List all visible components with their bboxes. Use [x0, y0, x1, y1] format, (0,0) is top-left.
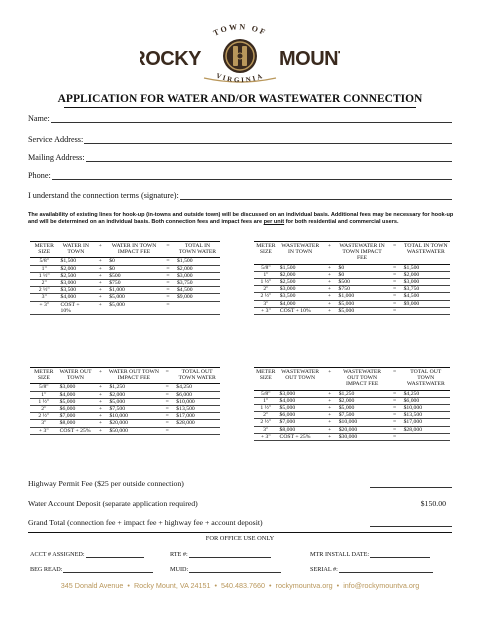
table-cell: $2,000 [278, 271, 323, 278]
table-cell: 2" [254, 412, 278, 419]
table-cell: $7,000 [278, 419, 323, 426]
wastewater-out-town-table [254, 367, 450, 441]
table-row [254, 300, 450, 307]
table-cell: $5,000 [58, 398, 94, 405]
table-cell: $5,000 [107, 398, 160, 405]
table-cell: 1 ½" [254, 405, 278, 412]
office-use-title: FOR OFFICE USE ONLY [205, 535, 275, 542]
table-header-cell: + [323, 368, 337, 391]
table-cell: = [161, 258, 175, 265]
table-cell: $1,000 [107, 287, 161, 294]
table-cell: $3,000 [278, 390, 323, 397]
table-cell: $4,000 [278, 397, 323, 404]
table-row [30, 384, 220, 391]
table-cell: = [160, 420, 174, 427]
logo-graphic [140, 20, 340, 94]
logo-top-text: TOWN OF [211, 22, 269, 38]
table-cell: = [160, 384, 174, 391]
table-cell: = [161, 272, 175, 279]
table-cell: 5/8" [254, 390, 278, 397]
table-cell: 3" [254, 300, 278, 307]
page-title: APPLICATION FOR WATER AND/OR WASTEWATER CONNECTION [57, 93, 423, 105]
table-cell: = [388, 300, 402, 307]
table-cell: $2,500 [278, 279, 323, 286]
highway-permit-row [28, 479, 452, 488]
table-cell: = [388, 419, 402, 426]
table-row [30, 413, 220, 420]
table-cell: 1 ½" [30, 272, 58, 279]
wastewater-in-town-table [254, 241, 450, 315]
table-cell: 2" [30, 406, 58, 413]
table-cell: 1" [254, 271, 278, 278]
table-cell: $4,250 [174, 384, 220, 391]
table-row [30, 420, 220, 427]
table-cell: = [388, 271, 402, 278]
water-in-town-table [30, 241, 220, 315]
table-cell: $5,000 [337, 405, 388, 412]
table-cell: + [323, 390, 337, 397]
table-cell: 3" [30, 294, 58, 301]
table-cell: $5,000 [107, 294, 161, 301]
muid-line[interactable] [189, 566, 281, 573]
footer-phone: 540.483.7660 [221, 581, 266, 590]
table-cell: COST + 25% [278, 433, 323, 440]
signature-line[interactable] [180, 191, 452, 200]
table-cell: $2,500 [58, 272, 93, 279]
table-cell: $5,000 [107, 301, 161, 314]
table-cell: $750 [107, 280, 161, 287]
table-cell: = [388, 293, 402, 300]
table-cell: 3" [254, 426, 278, 433]
table-cell: $10,000 [337, 419, 388, 426]
table-cell: $28,000 [174, 420, 220, 427]
table-row [30, 258, 220, 265]
table-header-cell: TOTAL OUT TOWN WATER [174, 368, 220, 384]
table-cell: + [323, 271, 337, 278]
acct-assigned-label: ACCT # ASSIGNED: [30, 551, 85, 558]
table-header-cell: TOTAL IN TOWN WATER [175, 242, 220, 258]
mtr-install-field[interactable] [310, 551, 430, 558]
table-cell: $3,500 [58, 287, 93, 294]
table-cell: $17,000 [174, 413, 220, 420]
table-cell: $3,000 [58, 384, 94, 391]
table-header-cell: WASTEWATER OUT TOWN IMPACT FEE [337, 368, 388, 391]
table-cell: = [388, 405, 402, 412]
table-cell: + [93, 272, 107, 279]
table-cell: $20,000 [337, 426, 388, 433]
name-label: Name: [28, 114, 50, 123]
table-cell: = [388, 264, 402, 271]
table-header-cell: METER SIZE [254, 242, 278, 265]
table-cell: $13,500 [402, 412, 450, 419]
table-cell: $0 [337, 271, 388, 278]
table-cell: = [161, 287, 175, 294]
table-cell: = [161, 294, 175, 301]
logo-bottom-text: VIRGINIA [214, 71, 266, 85]
table-cell: $2,000 [58, 265, 93, 272]
table-cell: + [323, 307, 337, 314]
table-cell: = [388, 307, 402, 314]
table-cell: + [323, 412, 337, 419]
table-cell: = [161, 301, 175, 314]
mailing-address-label: Mailing Address: [28, 153, 85, 162]
table-cell: = [388, 286, 402, 293]
table-cell: + [93, 420, 107, 427]
table-cell: $1,500 [402, 264, 450, 271]
table-header-cell: + [323, 242, 337, 265]
phone-line[interactable] [52, 171, 452, 180]
table-cell: 1" [30, 265, 58, 272]
table-cell: $0 [107, 265, 161, 272]
table-cell: = [388, 390, 402, 397]
beg-read-label: BEG READ: [30, 566, 63, 573]
table-cell: + [93, 384, 107, 391]
table-cell: $500 [107, 272, 161, 279]
signature-field[interactable] [28, 191, 452, 200]
table-cell: $750 [337, 286, 388, 293]
table-cell: + [93, 427, 107, 434]
table-cell: $6,000 [174, 391, 220, 398]
grand-total-blank[interactable] [370, 518, 452, 527]
table-cell: $30,000 [337, 433, 388, 440]
table-cell: $7,500 [337, 412, 388, 419]
table-row [254, 433, 450, 440]
table-cell: $10,000 [174, 398, 220, 405]
table-cell: $1,250 [337, 390, 388, 397]
table-row [30, 265, 220, 272]
table-cell: + [323, 264, 337, 271]
table-row [254, 286, 450, 293]
table-cell: 2" [30, 280, 58, 287]
account-deposit-label: Water Account Deposit (separate application required) [28, 499, 198, 508]
table-cell: + [323, 433, 337, 440]
table-cell: $4,000 [58, 391, 94, 398]
table-cell: $2,000 [337, 397, 388, 404]
footer-address: 345 Donald Avenue [60, 581, 124, 590]
office-divider [28, 532, 452, 533]
highway-permit-blank[interactable] [370, 479, 452, 488]
table-row [254, 307, 450, 314]
table-cell: $1,500 [175, 258, 220, 265]
table-cell: $9,000 [175, 294, 220, 301]
table-cell: $50,000 [107, 427, 160, 434]
table-cell: + [323, 300, 337, 307]
table-row [30, 272, 220, 279]
table-cell: COST + 10% [278, 307, 323, 314]
table-cell: $8,000 [58, 420, 94, 427]
table-cell: 1 ½" [254, 279, 278, 286]
table-cell: $5,000 [337, 307, 388, 314]
table-cell: + 3" [254, 307, 278, 314]
table-cell: + 3" [30, 427, 58, 434]
service-address-line[interactable] [84, 135, 452, 144]
table-cell: + [323, 419, 337, 426]
mtr-install-line[interactable] [370, 551, 430, 558]
table-header-cell: WASTEWATER IN TOWN IMPACT FEE [337, 242, 388, 265]
table-header-cell: METER SIZE [30, 368, 58, 384]
table-cell: = [160, 406, 174, 413]
table-header-cell: METER SIZE [254, 368, 278, 391]
table-row [254, 412, 450, 419]
table-cell: 1" [254, 397, 278, 404]
table-header-cell: = [161, 242, 175, 258]
table-cell: $1,500 [58, 258, 93, 265]
highway-permit-label: Highway Permit Fee ($25 per outside connection) [28, 479, 184, 488]
table-row [254, 271, 450, 278]
acct-assigned-field[interactable] [30, 551, 144, 558]
table-cell: + [323, 293, 337, 300]
table-cell: 1" [30, 391, 58, 398]
table-cell [174, 427, 220, 434]
muid-field[interactable] [170, 566, 281, 573]
footer-contact: 345 Donald Avenue • Rocky Mount, VA 24151 • 540.483.7660 • rockymountva.org • info@rockymountva.org [60, 581, 420, 590]
beg-read-line[interactable] [63, 566, 153, 573]
table-cell: $8,000 [278, 426, 323, 433]
table-cell: $3,750 [402, 286, 450, 293]
table-cell: COST + 25% [58, 427, 94, 434]
table-cell: $3,000 [402, 279, 450, 286]
table-row [30, 391, 220, 398]
signature-label: I understand the connection terms (signature): [28, 191, 179, 200]
table-cell: $6,000 [58, 406, 94, 413]
table-cell: $5,000 [337, 300, 388, 307]
table-row [254, 426, 450, 433]
table-cell: $7,000 [58, 413, 94, 420]
table-cell: $2,000 [107, 391, 160, 398]
name-field[interactable] [28, 114, 452, 123]
mtr-install-label: MTR INSTALL DATE: [310, 551, 370, 558]
table-header-cell: METER SIZE [30, 242, 58, 258]
table-cell: = [160, 391, 174, 398]
table-cell: = [388, 412, 402, 419]
table-cell: 2 ½" [30, 287, 58, 294]
table-row [254, 419, 450, 426]
rte-line[interactable] [189, 551, 271, 558]
table-cell: $4,500 [402, 293, 450, 300]
table-cell: $4,000 [278, 300, 323, 307]
logo-name-left: OCKY [145, 48, 201, 70]
table-cell: $6,000 [278, 412, 323, 419]
table-cell: $7,500 [107, 406, 160, 413]
table-header-cell: = [388, 242, 402, 265]
table-header-cell: WATER IN TOWN IMPACT FEE [107, 242, 161, 258]
table-cell: $6,000 [402, 397, 450, 404]
grand-total-row [28, 518, 452, 527]
muid-label: MUID: [170, 566, 189, 573]
table-cell: = [388, 397, 402, 404]
serial-line[interactable] [339, 566, 433, 573]
table-row [254, 397, 450, 404]
table-cell: + [93, 287, 107, 294]
table-cell: + [93, 280, 107, 287]
table-cell: + [93, 265, 107, 272]
table-cell: 2 ½" [254, 419, 278, 426]
table-cell: + [93, 258, 107, 265]
acct-assigned-line[interactable] [86, 551, 144, 558]
table-header-cell: WATER OUT TOWN [58, 368, 94, 384]
table-row [254, 264, 450, 271]
table-header-cell: = [160, 368, 174, 384]
table-cell: 2" [254, 286, 278, 293]
table-header-cell: WASTEWATER IN TOWN [278, 242, 323, 265]
table-cell: $9,000 [402, 300, 450, 307]
table-cell: 5/8" [30, 258, 58, 265]
table-cell: = [388, 426, 402, 433]
table-cell: $1,250 [107, 384, 160, 391]
table-header-cell: TOTAL OUT TOWN WASTEWATER [402, 368, 450, 391]
table-cell: = [160, 427, 174, 434]
serial-label: SERIAL #: [310, 566, 338, 573]
table-cell: 2 ½" [254, 293, 278, 300]
table-cell: $3,000 [175, 272, 220, 279]
table-row [30, 406, 220, 413]
table-cell [402, 433, 450, 440]
table-row [254, 405, 450, 412]
table-cell: $20,000 [107, 420, 160, 427]
table-cell: $10,000 [402, 405, 450, 412]
beg-read-field[interactable] [30, 566, 153, 573]
table-cell: = [160, 398, 174, 405]
table-cell: 5/8" [254, 264, 278, 271]
table-cell: $2,000 [402, 271, 450, 278]
table-cell: = [161, 280, 175, 287]
mailing-address-field[interactable] [28, 153, 452, 162]
table-cell: $28,000 [402, 426, 450, 433]
table-cell: + 3" [254, 433, 278, 440]
table-cell: 1 ½" [30, 398, 58, 405]
water-out-town-table [30, 367, 220, 435]
table-header-cell: WASTEWATER OUT TOWN [278, 368, 323, 391]
table-cell: $0 [107, 258, 161, 265]
grand-total-label: Grand Total (connection fee + impact fee + highway fee + account deposit) [28, 518, 263, 527]
table-cell [402, 307, 450, 314]
account-deposit-amount: $150.00 [420, 499, 446, 508]
table-row [254, 293, 450, 300]
table-cell: $17,000 [402, 419, 450, 426]
serial-field[interactable] [310, 566, 433, 573]
table-cell: + [323, 286, 337, 293]
availability-note: The availability of existing lines for hook-up (in-towns and outside town) will be discussed on an individual basis. Additional fees may be necessary for hook-up and will be determined on an individual basis. Both connection fees and impact fees are per unit for both residential and commercial users. [28, 212, 454, 226]
table-row [30, 398, 220, 405]
table-cell: $4,500 [175, 287, 220, 294]
table-cell: $3,500 [278, 293, 323, 300]
table-row [30, 280, 220, 287]
table-row [30, 287, 220, 294]
phone-field[interactable] [28, 171, 452, 180]
table-cell: $3,000 [278, 286, 323, 293]
table-header-cell: + [93, 368, 107, 384]
table-row [254, 390, 450, 397]
table-cell: = [160, 413, 174, 420]
name-line[interactable] [51, 114, 452, 123]
table-row [30, 294, 220, 301]
phone-label: Phone: [28, 171, 51, 180]
table-cell: + [323, 405, 337, 412]
table-cell: $2,000 [175, 265, 220, 272]
table-cell: + [93, 398, 107, 405]
table-cell: = [161, 265, 175, 272]
table-header-cell: = [388, 368, 402, 391]
table-row [30, 427, 220, 434]
table-header-cell: WATER IN TOWN [58, 242, 93, 258]
footer-city: Rocky Mount, VA 24151 [133, 581, 211, 590]
table-cell: $1,500 [278, 264, 323, 271]
town-logo [140, 20, 340, 94]
table-cell: = [388, 279, 402, 286]
table-header-cell: + [93, 242, 107, 258]
account-deposit-row [28, 499, 452, 508]
table-cell: 2 ½" [30, 413, 58, 420]
table-cell: $1,000 [337, 293, 388, 300]
table-cell: + [93, 406, 107, 413]
rte-label: RTE #: [170, 551, 188, 558]
table-cell: $3,000 [58, 280, 93, 287]
table-cell: $500 [337, 279, 388, 286]
title-underline [64, 107, 416, 108]
table-cell: + [93, 294, 107, 301]
table-cell: + 3" [30, 301, 58, 314]
table-cell: + [323, 279, 337, 286]
table-cell: $5,000 [278, 405, 323, 412]
logo-name-right: MOUN [279, 48, 339, 70]
table-cell [175, 301, 220, 314]
footer-email[interactable]: info@rockymountva.org [343, 581, 420, 590]
table-cell: 5/8" [30, 384, 58, 391]
table-header-cell: WATER OUT TOWN IMPACT FEE [107, 368, 160, 384]
table-cell: = [388, 433, 402, 440]
table-cell: 3" [30, 420, 58, 427]
table-row [254, 279, 450, 286]
table-cell: + [93, 413, 107, 420]
table-cell: $10,000 [107, 413, 160, 420]
guitar-emblem-icon [223, 39, 257, 73]
table-cell: + [93, 301, 107, 314]
service-address-field[interactable] [28, 135, 452, 144]
table-header-cell: TOTAL IN TOWN WASTEWATER [402, 242, 450, 265]
table-cell: + [93, 391, 107, 398]
table-cell: + [323, 426, 337, 433]
table-cell: $3,750 [175, 280, 220, 287]
service-address-label: Service Address: [28, 135, 84, 144]
table-cell: $4,000 [58, 294, 93, 301]
table-cell: $4,250 [402, 390, 450, 397]
table-cell: $13,500 [174, 406, 220, 413]
table-row [30, 301, 220, 314]
table-cell: $0 [337, 264, 388, 271]
rte-field[interactable] [170, 551, 271, 558]
table-cell: COST + 10% [58, 301, 93, 314]
mailing-address-line[interactable] [86, 153, 452, 162]
table-cell: + [323, 397, 337, 404]
footer-website[interactable]: rockymountva.org [275, 581, 333, 590]
